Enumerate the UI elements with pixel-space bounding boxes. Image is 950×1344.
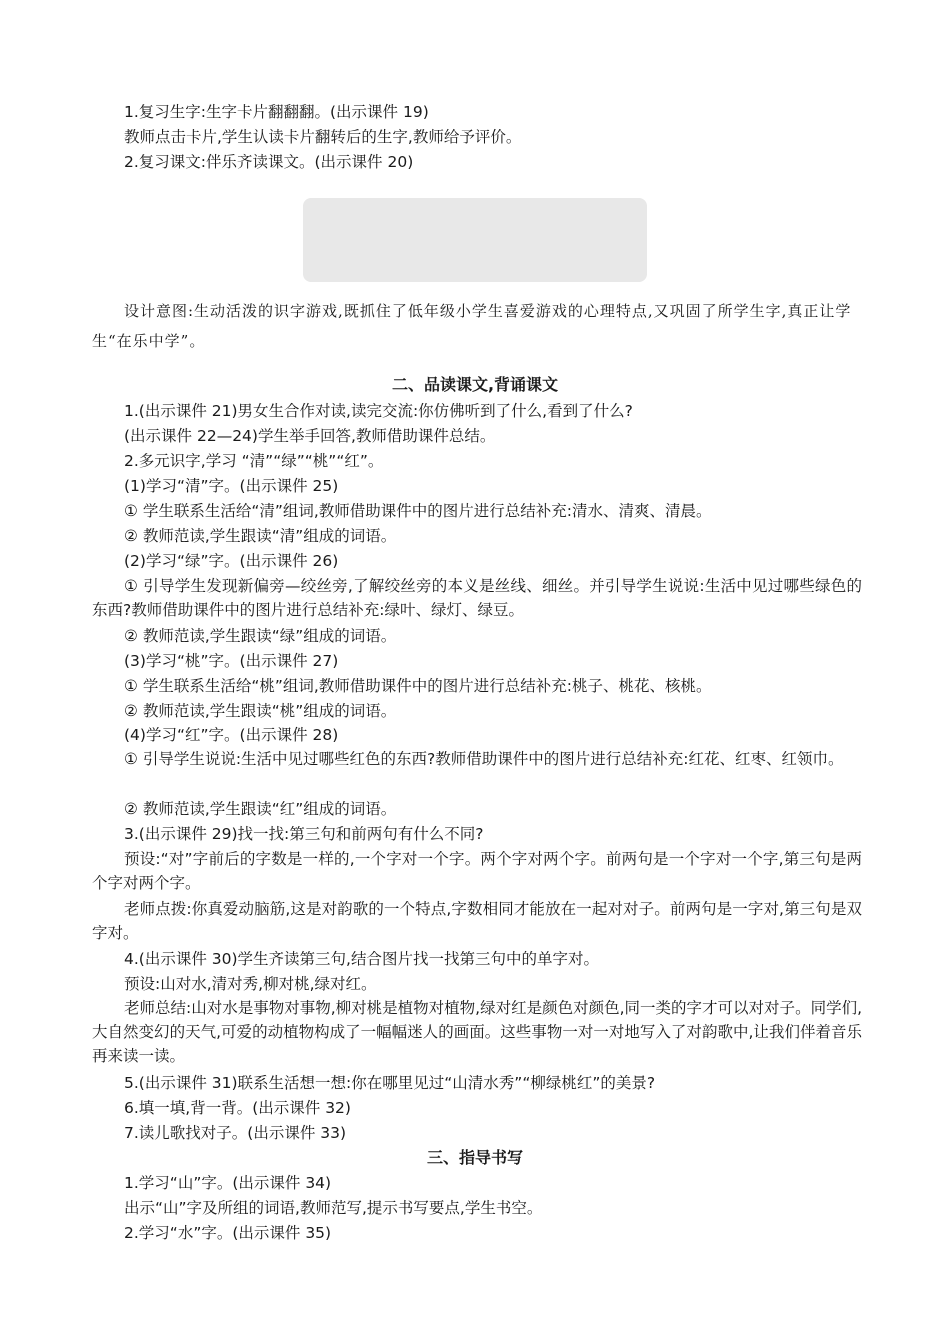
- section2-line: 4.(出示课件 30)学生齐读第三句,结合图片找一找第三句中的单字对。: [124, 950, 599, 968]
- section2-line: (4)学习“红”字。(出示课件 28): [124, 726, 339, 744]
- section3-line: 1.学习“山”字。(出示课件 34): [124, 1174, 332, 1192]
- section2-line: ② 教师范读,学生跟读“绿”组成的词语。: [124, 627, 397, 645]
- review-text-line: 2.复习课文:伴乐齐读课文。(出示课件 20): [124, 153, 414, 171]
- review-characters-line: 1.复习生字:生字卡片翻翻翻。(出示课件 19): [124, 103, 429, 121]
- section2-line: (2)学习“绿”字。(出示课件 26): [124, 552, 339, 570]
- section2-line: 2.多元识字,学习 “清”“绿”“桃”“红”。: [124, 452, 384, 470]
- section3-line: 2.学习“水”字。(出示课件 35): [124, 1224, 332, 1242]
- section2-line: 预设:山对水,清对秀,柳对桃,绿对红。: [124, 975, 377, 993]
- section2-line: 6.填一填,背一背。(出示课件 32): [124, 1099, 351, 1117]
- section2-line: (1)学习“清”字。(出示课件 25): [124, 477, 339, 495]
- section2-line: ① 学生联系生活给“桃”组词,教师借助课件中的图片进行总结补充:桃子、桃花、核桃。: [124, 677, 712, 695]
- courseware-image-placeholder: [303, 198, 647, 282]
- section2-line: ② 教师范读,学生跟读“桃”组成的词语。: [124, 702, 397, 720]
- section2-line: 5.(出示课件 31)联系生活想一想:你在哪里见过“山清水秀”“柳绿桃红”的美景?: [124, 1074, 656, 1092]
- section2-paragraph: ① 引导学生发现新偏旁—绞丝旁,了解绞丝旁的本义是丝线、细丝。并引导学生说说:生活中见过哪些绿色的东西?教师借助课件中的图片进行总结补充:绿叶、绿灯、绿豆。: [92, 577, 862, 619]
- section2-line: 7.读儿歌找对子。(出示课件 33): [124, 1124, 347, 1142]
- section2-paragraph: ① 引导学生说说:生活中见过哪些红色的东西?教师借助课件中的图片进行总结补充:红花、红枣、红领巾。: [124, 750, 844, 768]
- section2-line: 3.(出示课件 29)找一找:第三句和前两句有什么不同?: [124, 825, 484, 843]
- section2-line: ② 教师范读,学生跟读“清”组成的词语。: [124, 527, 397, 545]
- section2-line: (3)学习“桃”字。(出示课件 27): [124, 652, 339, 670]
- section2-line: 1.(出示课件 21)男女生合作对读,读完交流:你仿佛听到了什么,看到了什么?: [124, 402, 633, 420]
- section2-line: ② 教师范读,学生跟读“红”组成的词语。: [124, 800, 397, 818]
- section2-paragraph: 老师点拨:你真爱动脑筋,这是对韵歌的一个特点,字数相同才能放在一起对对子。前两句是一字对,第三句是双字对。: [92, 900, 862, 942]
- section2-paragraph: 预设:“对”字前后的字数是一样的,一个字对一个字。两个字对两个字。前两句是一个字对一个字,第三句是两个字对两个字。: [92, 850, 862, 892]
- section2-paragraph: 老师总结:山对水是事物对事物,柳对桃是植物对植物,绿对红是颜色对颜色,同一类的字才可以对对子。同学们,大自然变幻的天气,可爱的动植物构成了一幅幅迷人的画面。这些事物一对一对地写入了对韵歌中,让我们伴着音乐再来读一读。: [92, 999, 862, 1065]
- section2-line: (出示课件 22—24)学生举手回答,教师借助课件总结。: [124, 427, 496, 445]
- section2-line: ① 学生联系生活给“清”组词,教师借助课件中的图片进行总结补充:清水、清爽、清晨。: [124, 502, 712, 520]
- section-2-heading: 二、品读课文,背诵课文: [391, 375, 559, 394]
- design-intent-paragraph: 设计意图:生动活泼的识字游戏,既抓住了低年级小学生喜爱游戏的心理特点,又巩固了所学生字,真正让学生“在乐中学”。: [92, 302, 852, 350]
- section3-line: 出示“山”字及所组的词语,教师范写,提示书写要点,学生书空。: [124, 1199, 543, 1217]
- teacher-click-cards-line: 教师点击卡片,学生认读卡片翻转后的生字,教师给予评价。: [124, 128, 522, 146]
- section-3-heading: 三、指导书写: [426, 1148, 523, 1167]
